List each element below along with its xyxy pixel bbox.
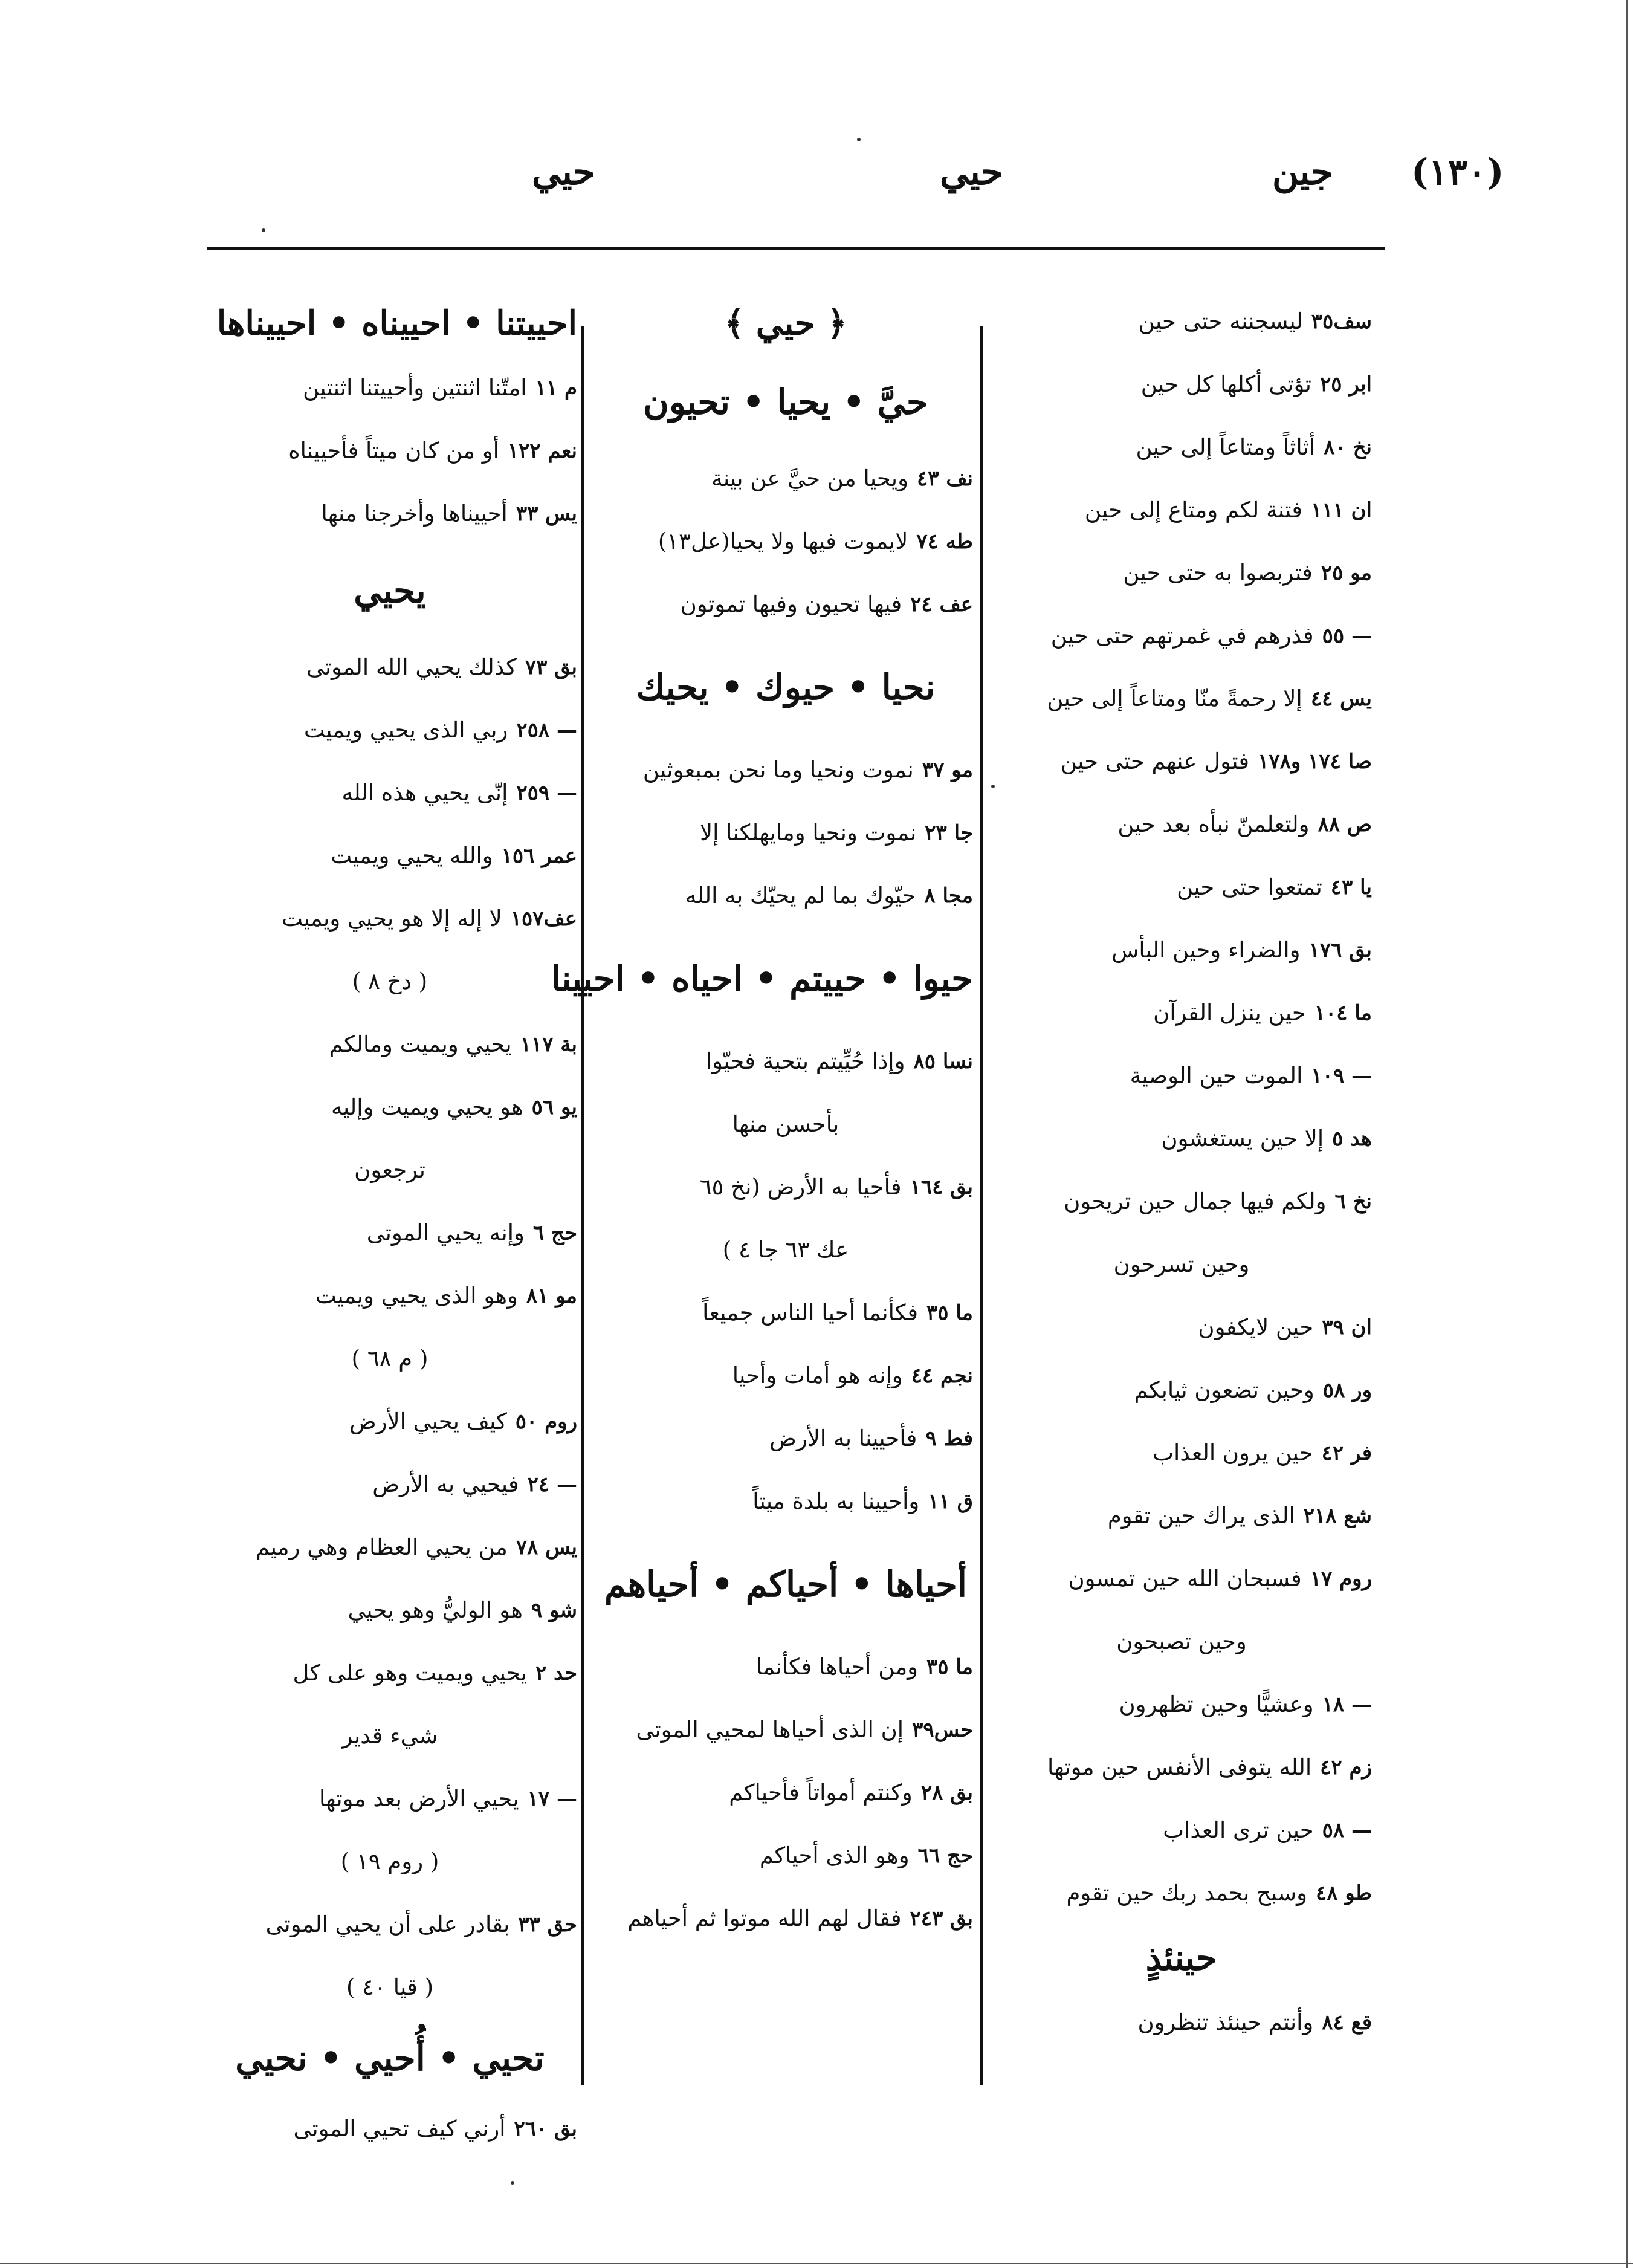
section-heading: حيوا • حييتم • احياه • احيينا (551, 958, 973, 999)
entry-continuation (202, 1956, 577, 2019)
verse-text: ( دخ ٨ ) (352, 968, 428, 994)
verse-text: وهو الذى يحيي ويميت (315, 1283, 518, 1309)
verse-ref: نخ ٦ (1334, 1190, 1372, 1214)
entry (598, 739, 973, 802)
verse-ref: ص ٨٨ (1318, 812, 1372, 837)
right-column (991, 290, 1372, 2054)
verse-ref: نسا ٨٥ (913, 1049, 973, 1074)
verse-text: الموت حين الوصية (1130, 1063, 1303, 1089)
verse-text: وحين تصبحون (1116, 1628, 1247, 1654)
entry (991, 1359, 1372, 1422)
verse-text: يحيي الأرض بعد موتها (319, 1786, 519, 1812)
entry (202, 1516, 577, 1579)
entry (202, 762, 577, 825)
verse-ref: بق ٢٦٠ (514, 2117, 577, 2141)
entry (991, 1673, 1372, 1736)
verse-text: وعشيًّا وحين تظهرون (1119, 1691, 1314, 1717)
verse-text: أحييناها وأخرجنا منها (321, 501, 508, 526)
verse-text: وإنه هو أمات وأحيا (732, 1362, 903, 1388)
entry (991, 1107, 1372, 1170)
verse-text: ولكم فيها جمال حين تريحون (1064, 1188, 1327, 1214)
verse-text: فسبحان الله حين تمسون (1068, 1566, 1302, 1592)
entry (991, 730, 1372, 793)
verse-text: وكنتم أمواتاً فأحياكم (729, 1780, 913, 1806)
entry (202, 1579, 577, 1642)
verse-text: والله يحيي ويميت (331, 843, 493, 869)
entry (202, 2098, 577, 2160)
entry-continuation (598, 1219, 973, 1281)
entry (598, 1030, 973, 1093)
entry (991, 542, 1372, 604)
verse-text: هو يحيي ويميت وإليه (331, 1094, 523, 1120)
entry (598, 1699, 973, 1761)
verse-ref: مو ٨١ (526, 1284, 577, 1308)
verse-text: حيّوك بما لم يحيّك به الله (685, 883, 916, 909)
scan-speck (262, 228, 265, 232)
verse-text: لايموت فيها ولا يحيا(عل١٣) (658, 528, 908, 554)
verse-ref: بق ٢٤٣ (910, 1907, 973, 1931)
entry-continuation (598, 1093, 973, 1156)
verse-ref: مو ٣٧ (922, 758, 973, 782)
page-header (205, 151, 1504, 224)
entry-continuation (202, 1830, 577, 1893)
verse-text: نموت ونحيا ومايهلكنا إلا (700, 820, 917, 846)
verse-text: فأحيينا به الأرض (769, 1425, 917, 1451)
scan-edge (0, 2263, 1633, 2264)
verse-text: أرني كيف تحيي الموتى (293, 2116, 506, 2142)
verse-ref: ان ٣٩ (1322, 1315, 1372, 1340)
entry (991, 290, 1372, 353)
entry (598, 1824, 973, 1887)
verse-ref: نعم ١٢٢ (507, 439, 577, 463)
verse-ref: مجا ٨ (924, 884, 973, 908)
verse-ref: يو ٥٦ (531, 1095, 577, 1119)
verse-text: وأنتم حينئذ تنظرون (1137, 2009, 1314, 2035)
verse-text: عك ٦٣ جا ٤ ) (722, 1237, 849, 1263)
verse-text: إلا حين يستغشون (1161, 1126, 1324, 1152)
verse-text: من يحيي العظام وهي رميم (255, 1534, 508, 1560)
scan-speck (857, 138, 861, 141)
verse-text: ليسجننه حتى حين (1138, 308, 1303, 334)
entry (991, 1991, 1372, 2054)
entry (991, 1736, 1372, 1799)
entry (991, 416, 1372, 479)
section-heading: تحيي • أُحيي • نحيي (235, 2038, 545, 2079)
entry-continuation (202, 1139, 577, 1202)
entry (991, 919, 1372, 982)
entry (202, 1767, 577, 1830)
entry (991, 1422, 1372, 1485)
column-divider (980, 326, 983, 2085)
entry (991, 1799, 1372, 1862)
verse-ref: ما ٣٥ (926, 1655, 973, 1679)
verse-text: فكأنما أحيا الناس جميعاً (702, 1300, 919, 1326)
verse-text: وهو الذى أحياكم (759, 1842, 910, 1868)
entry (991, 604, 1372, 667)
scan-speck (991, 785, 995, 788)
entry (598, 1344, 973, 1407)
verse-text: فتول عنهم حتى حين (1060, 748, 1250, 774)
verse-text: ( روم ١٩ ) (340, 1848, 439, 1874)
entry (991, 1485, 1372, 1547)
verse-text: فأحيا به الأرض (نخ ٦٥ (699, 1174, 902, 1200)
verse-ref: نجم ٤٤ (911, 1364, 973, 1388)
verse-ref: عمر ١٥٦ (501, 844, 577, 868)
verse-text: بقادر على أن يحيي الموتى (265, 1911, 510, 1937)
verse-text: حين لايكفون (1198, 1314, 1314, 1340)
verse-text: تمتعوا حتى حين (1177, 874, 1322, 900)
verse-ref: ابر ٢٥ (1319, 372, 1372, 397)
verse-ref: مو ٢٥ (1321, 561, 1372, 585)
verse-text: إنّى يحيي هذه الله (341, 780, 508, 806)
entry (202, 887, 577, 950)
section-heading: حيَّ • يحيا • تحيون (643, 381, 928, 423)
verse-ref: بق ٧٣ (525, 655, 577, 679)
verse-text: إلا رحمةً منّا ومتاعاً إلى حين (1047, 685, 1302, 711)
verse-ref: بق ١٧٦ (1308, 938, 1372, 962)
verse-text: شيء قدير (341, 1723, 438, 1749)
verse-ref: بة ١١٧ (520, 1032, 577, 1057)
entry (991, 1170, 1372, 1233)
entry (991, 793, 1372, 856)
verse-ref: يس ٧٨ (516, 1535, 577, 1560)
verse-ref: روم ١٧ (1310, 1567, 1372, 1591)
verse-ref: حد ٢ (535, 1661, 577, 1685)
verse-text: أو من كان ميتاً فأحييناه (288, 438, 499, 464)
verse-ref: شو ٩ (531, 1598, 577, 1622)
entry (991, 1296, 1372, 1359)
entry (202, 1013, 577, 1076)
scan-speck (511, 2181, 514, 2185)
entry (598, 447, 973, 510)
verse-text: نموت ونحيا وما نحن بمبعوثين (642, 757, 914, 783)
verse-text: وحين تسرحون (1113, 1251, 1250, 1277)
verse-ref: عف ٢٤ (910, 592, 973, 617)
verse-text: وإنه يحيي الموتى (366, 1220, 525, 1246)
entry (598, 1281, 973, 1344)
verse-text: تؤتى أكلها كل حين (1140, 371, 1311, 397)
verse-ref: نخ ٨٠ (1324, 435, 1372, 459)
entry (202, 1453, 577, 1516)
section-heading: حينئذٍ (1145, 1937, 1218, 1978)
verse-text: فقال لهم الله موتوا ثم أحياهم (627, 1905, 902, 1931)
verse-ref: حج ٦٦ (917, 1844, 973, 1868)
entry (202, 482, 577, 545)
verse-ref: سف٣٥ (1311, 309, 1372, 334)
entry (202, 1076, 577, 1139)
verse-ref: هد ٥ (1332, 1127, 1372, 1151)
verse-text: بأحسن منها (732, 1111, 839, 1137)
verse-ref: — ١٨ (1322, 1693, 1372, 1717)
verse-ref: ق ١١ (928, 1489, 973, 1514)
section-heading: نحيا • حيوك • يحيك (636, 667, 936, 708)
entry (202, 1893, 577, 1956)
verse-text: هو الوليُّ وهو يحيي (348, 1597, 523, 1623)
root-heading: ﴿ حيي ﴾ (724, 303, 847, 343)
section-heading: يحيي (354, 570, 426, 611)
verse-ref: روم ٥٠ (515, 1410, 577, 1434)
verse-text: فتنة لكم ومتاع إلى حين (1084, 497, 1302, 523)
verse-ref: يا ٤٣ (1330, 875, 1372, 899)
verse-ref: بق ١٦٤ (910, 1175, 973, 1199)
verse-ref: بق ٢٨ (920, 1781, 973, 1805)
verse-text: وسبح بحمد ربك حين تقوم (1066, 1880, 1307, 1906)
verse-text: والضراء وحين البأس (1111, 937, 1301, 963)
verse-text: فيحيي به الأرض (372, 1471, 519, 1497)
page-number: (١٣٠) (1411, 151, 1504, 193)
entry (598, 1156, 973, 1219)
header-word-right: جين (1272, 151, 1333, 193)
entry (598, 573, 973, 636)
verse-ref: — ٥٥ (1322, 624, 1372, 648)
entry (202, 420, 577, 482)
verse-ref: ما ٣٥ (926, 1301, 973, 1325)
entry (598, 1887, 973, 1950)
entry (202, 1642, 577, 1705)
header-word-center: حيي (940, 151, 1004, 193)
entry (598, 1761, 973, 1824)
verse-ref: حس٣٩ (912, 1718, 973, 1742)
entry (202, 1390, 577, 1453)
verse-text: يحيي ويميت ومالكم (329, 1031, 512, 1057)
verse-ref: م ١١ (535, 376, 577, 400)
entry (991, 353, 1372, 416)
entry (598, 510, 973, 573)
entry (991, 1547, 1372, 1610)
verse-text: حين يرون العذاب (1153, 1440, 1313, 1466)
verse-text: وحين تضعون ثيابكم (1134, 1377, 1314, 1403)
verse-ref: ور ٥٨ (1322, 1378, 1372, 1402)
entry (202, 699, 577, 762)
verse-text: وأحيينا به بلدة ميتاً (752, 1488, 920, 1514)
entry (991, 1862, 1372, 1925)
entry (991, 667, 1372, 730)
verse-ref: ما ١٠٤ (1314, 1001, 1372, 1025)
verse-text: لا إله إلا هو يحيي ويميت (282, 906, 502, 932)
verse-text: ولتعلمنّ نبأه بعد حين (1117, 811, 1310, 837)
verse-ref: حق ٣٣ (518, 1913, 577, 1937)
verse-text: ترجعون (354, 1157, 425, 1183)
entry-continuation (991, 1233, 1372, 1296)
verse-text: فذرهم في غمرتهم حتى حين (1050, 623, 1314, 649)
entry (202, 357, 577, 420)
header-rule (207, 247, 1385, 250)
entry (202, 1265, 577, 1327)
verse-ref: — ٥٨ (1322, 1818, 1372, 1842)
entry-continuation (991, 1610, 1372, 1673)
entry (991, 856, 1372, 919)
verse-ref: صا ١٧٤ و١٧٨ (1258, 750, 1372, 774)
entry (991, 982, 1372, 1045)
verse-ref: طو ٤٨ (1316, 1881, 1372, 1905)
verse-text: ( م ٦٨ ) (351, 1346, 428, 1372)
verse-ref: حج ٦ (532, 1221, 577, 1245)
verse-ref: — ١٧ (527, 1787, 577, 1811)
entry (991, 1045, 1372, 1107)
verse-text: حين ينزل القرآن (1153, 1000, 1306, 1026)
verse-text: يحيي ويميت وهو على كل (293, 1660, 528, 1686)
verse-text: كيف يحيي الأرض (349, 1408, 507, 1434)
entry (202, 825, 577, 887)
verse-text: الله يتوفى الأنفس حين موتها (1047, 1754, 1312, 1780)
verse-text: الذى يراك حين تقوم (1107, 1503, 1295, 1529)
verse-ref: شع ٢١٨ (1303, 1504, 1372, 1528)
header-word-left: حيي (532, 151, 596, 193)
verse-text: ومن أحياها فكأنما (755, 1654, 919, 1680)
entry (598, 1470, 973, 1533)
verse-ref: يس ٤٤ (1310, 687, 1372, 711)
verse-ref: — ٢٥٩ (516, 781, 577, 805)
verse-ref: زم ٤٢ (1320, 1755, 1372, 1780)
entry (598, 802, 973, 864)
entry (598, 864, 973, 927)
verse-ref: نف ٤٣ (916, 467, 973, 491)
verse-text: كذلك يحيي الله الموتى (306, 654, 517, 680)
verse-ref: يس ٣٣ (516, 502, 577, 526)
section-heading: احييتنا • احييناه • احييناها (216, 303, 577, 343)
section-heading: أحياها • أحياكم • أحياهم (604, 1564, 967, 1605)
verse-text: امتّنا اثنتين وأحييتنا اثنتين (303, 375, 527, 401)
verse-text: ( قيا ٤٠ ) (346, 1974, 434, 2000)
column-divider (581, 326, 584, 2085)
entry (202, 636, 577, 699)
verse-text: فيها تحيون وفيها تموتون (680, 591, 902, 617)
verse-ref: فط ٩ (925, 1427, 973, 1451)
verse-ref: طه ٧٤ (916, 530, 973, 554)
verse-ref: قع ٨٤ (1322, 2010, 1372, 2035)
verse-text: إن الذى أحياها لمحيي الموتى (636, 1717, 904, 1743)
verse-ref: — ٢٤ (527, 1473, 577, 1497)
entry (202, 1202, 577, 1265)
entry-continuation (202, 950, 577, 1013)
entry (991, 479, 1372, 542)
verse-ref: جا ٢٣ (925, 821, 973, 845)
verse-text: أثاثاً ومتاعاً إلى حين (1136, 434, 1316, 460)
verse-ref: ان ١١١ (1310, 498, 1372, 522)
verse-text: ويحيا من حيَّ عن بينة (711, 465, 908, 491)
verse-text: ربي الذى يحيي ويميت (303, 717, 508, 743)
entry-continuation (202, 1327, 577, 1390)
entry (598, 1636, 973, 1699)
verse-ref: — ٢٥٨ (516, 718, 577, 742)
verse-ref: — ١٠٩ (1311, 1064, 1372, 1088)
left-column (202, 290, 577, 2160)
verse-text: حين ترى العذاب (1163, 1817, 1314, 1843)
scan-edge (1626, 0, 1628, 2268)
verse-ref: فر ٤٢ (1321, 1441, 1372, 1465)
verse-text: وإذا حُيِّيتم بتحية فحيّوا (705, 1048, 905, 1074)
entry-continuation (202, 1705, 577, 1767)
entry (598, 1407, 973, 1470)
verse-text: فتربصوا به حتى حين (1123, 560, 1313, 586)
verse-ref: عف١٥٧ (510, 907, 577, 931)
